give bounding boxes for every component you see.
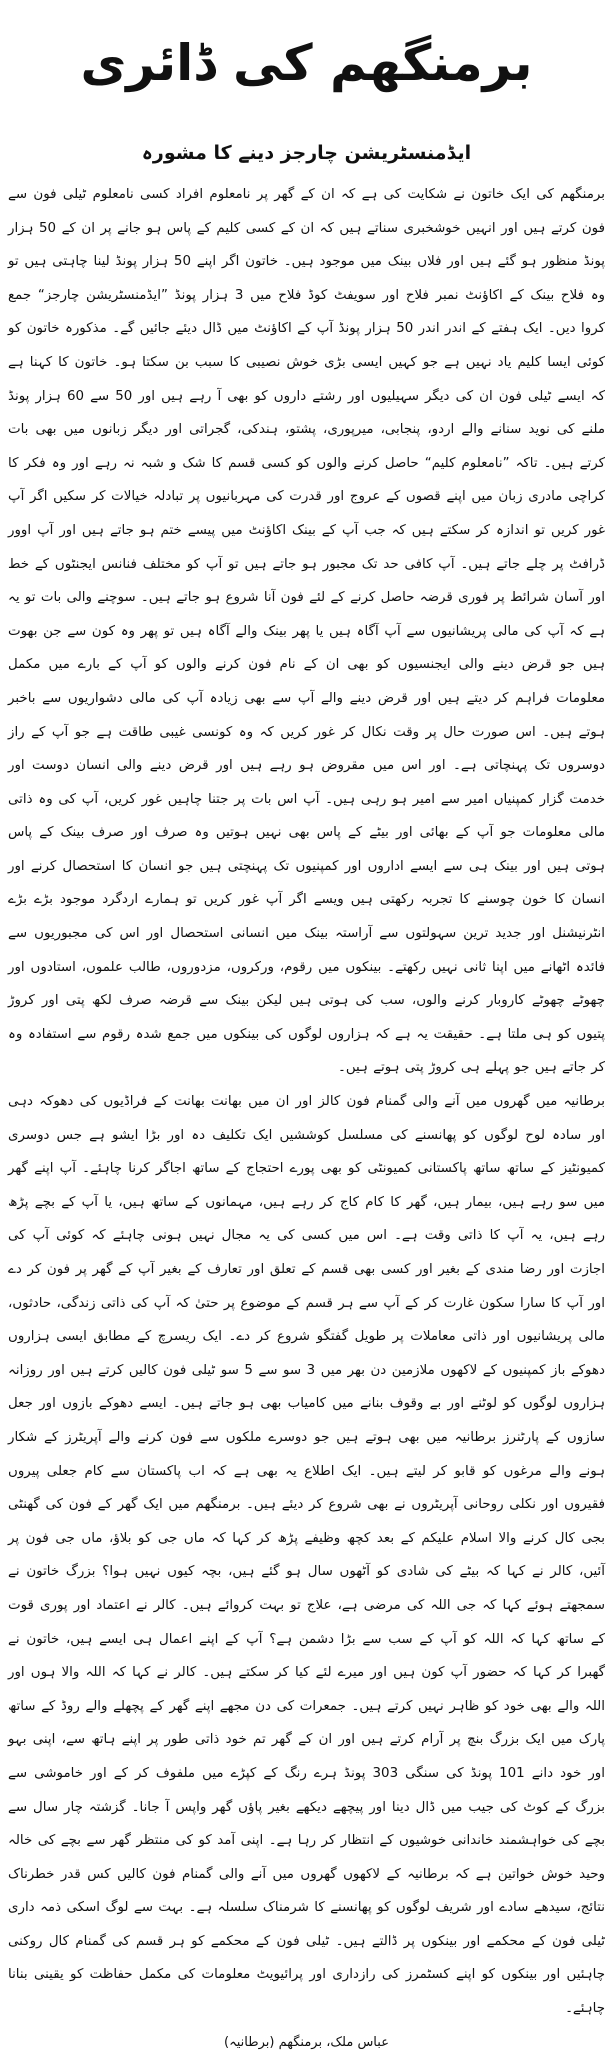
- author-byline: عباس ملک، برمنگھم (برطانیہ): [224, 2034, 389, 2050]
- column-masthead: برمنگھم کی ڈائری: [80, 34, 533, 92]
- article-paragraph: برطانیہ میں گھروں میں آنے والی گمنام فون کالز اور ان میں بھانت بھانت کے فراڈیوں کی دھوکہ دہی اور سادہ لوح لوگوں کو پھانسنے کی مسلسل کوششیں ایک تکلیف دہ اور بڑا ایشو ہے جس دوسری کمیونٹیز کے ساتھ ساتھ پاکستانی کمیونٹی کو بھی پورے احتجاج کے ساتھ اجاگر کرنا چاہئے۔ آپ اپنے گھر میں سو رہے ہیں، بیمار ہیں، گھر کا کام کاج کر رہے ہیں، مہمانوں کے ساتھ ہیں، یا آپ کے بچے پڑھ رہے ہیں، یہ آپ کا ذاتی وقت ہے۔ اس میں کسی کی یہ مجال نہیں ہونی چاہئے کہ کوئی آپ کی اجازت اور رضا مندی کے بغیر اور کسی بھی قسم کے تعلق اور تعارف کے بغیر آپ کے گھر پر فون کر دے اور آپ کا سارا سکون غارت کر کے آپ سے ہر قسم کے موضوع پر حتیٰ کہ آپ کی ذاتی زندگی، حادثوں، مالی پریشانیوں اور ذاتی معاملات پر طویل گفتگو شروع کر دے۔ ایک ریسرچ کے مطابق ایسی ہزاروں دھوکے باز کمپنیوں کے لاکھوں ملازمین دن بھر میں 3 سو سے 5 سو ٹیلی فون کالیں کرتے ہیں اور روزانہ ہزاروں لوگوں کو لوٹنے اور بے وقوف بنانے میں کامیاب بھی ہو جاتے ہیں۔ ایسے دھوکے بازوں اور جعل سازوں کے پارٹنرز برطانیہ میں بھی ہوتے ہیں جو دوسرے ملکوں سے فون کرنے والے آپریٹرز کے شکار ہونے والے مرغوں کو قابو کر لیتے ہیں۔ ایک اطلاع یہ بھی ہے کہ اب پاکستان سے کام جعلی پیروں فقیروں اور نکلی روحانی آپریٹروں نے بھی شروع کر دیئے ہیں۔ برمنگھم میں ایک گھر کے فون کی گھنٹی بجی کال کرنے والا اسلام علیکم کے بعد کچھ وظیفے پڑھ کر کہا کہ ماں جی کو بلاؤ، ماں جی فون پر آئیں، کالر نے کہا کہ بیٹے کی شادی کو آٹھوں سال ہو گئے ہیں، بچہ کیوں نہیں ہوا؟ بزرگ خاتون نے سمجھتے ہوئے کہا کہ جی اللہ کی مرضی ہے، علاج تو بہت کروائے ہیں۔ کالر نے اعتماد اور پوری قوت کے ساتھ کہا کہ اللہ کو آپ کے سب سے بڑا دشمن ہے؟ آپ کے اپنے اعمال ہی ایسے ہیں، خاتون نے گھبرا کر کہا کہ حضور آپ کون ہیں اور میرے لئے کیا کر سکتے ہیں۔ کالر نے کہا کہ اللہ والا ہوں اور اللہ والے بھی خود کو ظاہر نہیں کرتے ہیں۔ جمعرات کی دن مجھے اپنے گھر کے پچھلے والے روڈ کے ساتھ پارک میں ایک بزرگ بنچ پر آرام کرتے ہیں اور ان کے گھر تم خود ذاتی طور پر اپنے ہاتھ سے، اپنی بہو اور خود دانے 101 پونڈ کی سنگی 303 پونڈ ہرے رنگ کے کپڑے میں ملفوف کر کے اور خاموشی سے بزرگ کے کوٹ کی جیب میں ڈال دینا اور پیچھے دیکھے بغیر پاؤں گھر واپس آ جانا۔ گزشتہ چار سال سے بچے کی خواہشمند خاندانی خوشیوں کے انتظار کر رہا ہے۔ اپنی آمد کو کی منتظر گھر سے بچے کی خالہ وحید خوش خواتین ہے کہ برطانیہ کے لاکھوں گھروں میں آنے والی گمنام فون کالیں کس قدر خطرناک نتائج، سیدھے سادے اور شریف لوگوں کو پھانسنے کا شرمناک سلسلہ ہے۔ بہت سے لوگ اسکی ذمہ داری ٹیلی فون کے محکمے اور بینکوں پر ڈالتے ہیں۔ ٹیلی فون کے محکمے کو ہر قسم کی گمنام کال روکنی چاہئیں اور بینکوں کو اپنے کسٹمرز کی رازداری اور پرائیویٹ معلومات کی مکمل حفاظت کو یقینی بنانا چاہئے۔: [8, 1094, 605, 2017]
- article-paragraph: برمنگھم کی ایک خاتون نے شکایت کی ہے کہ ان کے گھر پر نامعلوم افراد کسی نامعلوم ٹیلی فون سے فون کرتے ہیں اور انہیں خوشخبری سناتے ہیں کہ ان کے کسی کلیم کے پاس ہو جانے پر ان کے 50 ہزار پونڈ منظور ہو گئے ہیں اور فلاں بینک میں موجود ہیں۔ خاتون اگر اپنے 50 ہزار پونڈ لینا چاہتی ہیں تو وہ فلاح بینک کے اکاؤنٹ نمبر فلاح اور سویفٹ کوڈ فلاح میں 3 ہزار پونڈ ”ایڈمنسٹریشن چارجز“ جمع کروا دیں۔ ایک ہفتے کے اندر اندر 50 ہزار پونڈ آپ کے اکاؤنٹ میں ڈال دیئے جائیں گے۔ مذکورہ خاتون کو کوئی ایسا کلیم یاد نہیں ہے جو کہیں ایسی بڑی خوش نصیبی کا سبب بن سکتا ہو۔ خاتون کا کہنا ہے کہ ایسے ٹیلی فون ان کی دیگر سہیلیوں اور رشتے داروں کو بھی آ رہے ہیں اور 50 سے 60 ہزار پونڈ ملنے کی نوید سنانے والے اردو، پنجابی، میرپوری، پشتو، ہندکی، گجراتی اور دیگر زبانوں میں بھی بات کرتے ہیں۔ تاکہ ”نامعلوم کلیم“ حاصل کرنے والوں کو کسی قسم کا شک و شبہ نہ رہے اور وہ فکر کا کراچی مادری زبان میں اپنے قصوں کے عروج اور قدرت کی مہربانیوں پر تبادلہ خیالات کر سکیں اگر آپ غور کریں تو اندازہ کر سکتے ہیں کہ جب آپ کے بینک اکاؤنٹ میں پیسے ختم ہو جاتے ہیں اور آپ اوور ڈرافٹ پر چلے جاتے ہیں۔ آپ کافی حد تک مجبور ہو جاتے ہیں تو آپ کو مختلف فنانس ایجنٹوں کے خط اور آسان شرائط پر فوری قرضہ حاصل کرنے کے لئے فون آنا شروع ہو جاتے ہیں۔ سوچنے والی بات تو یہ ہے کہ آپ کی مالی پریشانیوں سے آپ آگاہ ہیں یا پھر بینک والے آگاہ ہیں تو پھر وہ کون سے جن بھوت ہیں جو قرض دینے والی ایجنسیوں کو بھی ان کے نام فون کرنے والوں کو آپ کے بارے میں مکمل معلومات فراہم کر دیتے ہیں اور قرض دینے والے آپ سے بھی زیادہ آپ کی مالی دشواریوں سے باخبر ہوتے ہیں۔ اس صورت حال پر وقت نکال کر غور کریں کہ وہ کونسی غیبی طاقت ہے جو آپ کے راز دوسروں تک پہنچاتی ہے۔ اور اس میں مقروض ہو رہے ہیں اور قرض دینے والی انسان دوست اور خدمت گزار کمپنیاں امیر سے امیر ہو رہی ہیں۔ آپ اس بات پر جتنا چاہیں غور کریں، آپ کی وہ ذاتی مالی معلومات جو آپ کے بھائی اور بیٹے کے پاس بھی نہیں ہوتیں وہ صرف اور صرف بینک کے پاس ہوتی ہیں اور بینک ہی سے ایسے اداروں اور کمپنیوں تک پہنچتی ہیں جو انسان کا استحصال کرنے اور انسان کا خون چوسنے کا تجربہ رکھتی ہیں ویسے اگر آپ غور کریں تو ہمارے اردگرد موجود بڑے بڑے انٹرنیشنل اور جدید ترین سہولتوں سے آراستہ بینک میں انسانی استحصال اور اس کی مجبوریوں سے فائدہ اٹھانے میں اپنا ثانی نہیں رکھتے۔ بینکوں میں رقوم، ورکروں، مزدوروں، طالب علموں، استادوں اور چھوٹے چھوٹے کاروبار کرنے والوں، سب کی ہوتی ہیں لیکن بینک سے قرضہ صرف لکھ پتی اور کروڑ پتیوں کو ہی ملتا ہے۔ حقیقت یہ ہے کہ ہزاروں لوگوں کی بینکوں میں جمع شدہ رقوم سے استفادہ وہ کر جاتے ہیں جو پہلے ہی کروڑ پتی ہوتے ہیں۔: [8, 187, 606, 1076]
- article-headline: ایڈمنسٹریشن چارجز دینے کا مشورہ: [141, 142, 472, 164]
- article-body: [8, 178, 605, 2026]
